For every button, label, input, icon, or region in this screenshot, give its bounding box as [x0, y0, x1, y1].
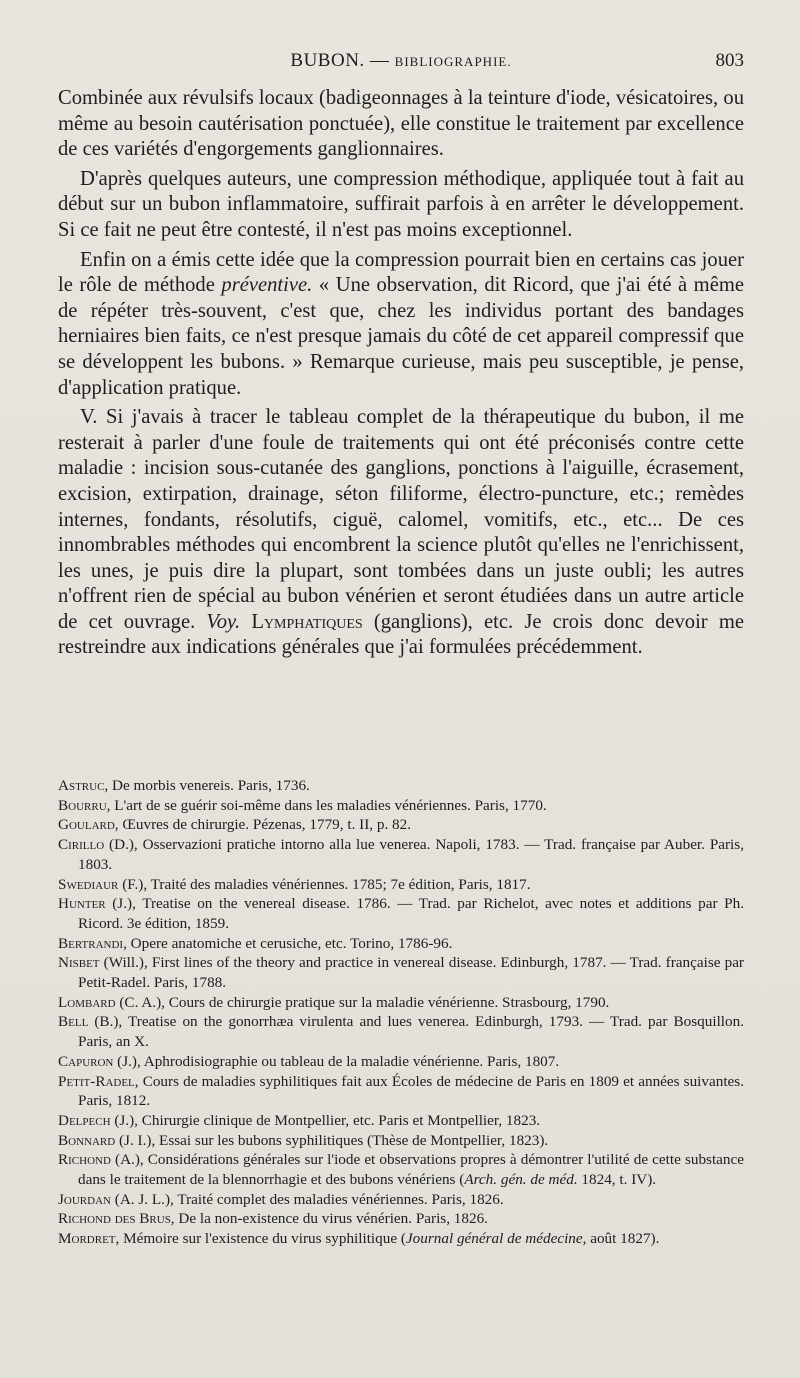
- paragraph: [58, 405, 744, 661]
- bibliography-text: (C. A.), Cours de chirurgie pratique sur la maladie vénérienne. Strasbourg, 1790.: [115, 993, 610, 1011]
- bibliography-author: Swediaur: [58, 875, 119, 893]
- emphasis: préventive.: [221, 274, 313, 297]
- bibliography-entry: [58, 1229, 744, 1249]
- bibliography-text: (A.), Considérations générales sur l'iode et observations propres à démontrer l'utilité de cette substance dans le traitement de la blennorrhagie et des bubons vénériens (: [78, 1151, 744, 1189]
- bibliography-text: (B.), Treatise on the gonorrhæa virulenta and lues venerea. Edinburgh, 1793. — Trad. par Bosquillon. Paris, an X.: [78, 1013, 744, 1051]
- bibliography-entry: [58, 1131, 744, 1151]
- paragraph: [58, 248, 744, 402]
- page-number: 803: [715, 50, 744, 71]
- paragraph-text: (ganglions), etc. Je crois donc devoir me restreindre aux indications générales que j'ai formulées précédemment.: [58, 610, 744, 659]
- running-title: [58, 50, 744, 72]
- paragraph-text: Enfin on a émis cette idée que la compression pourrait bien en certains cas jouer le rôle de méthode: [58, 248, 744, 297]
- bibliography: [58, 776, 744, 1249]
- header-dash: —: [369, 50, 390, 71]
- bibliography-entry: [58, 894, 744, 933]
- running-header: [58, 50, 744, 80]
- bibliography-author: Goulard,: [58, 816, 119, 834]
- bibliography-entry: [58, 1052, 744, 1072]
- cross-reference: Lymphatiques: [251, 610, 363, 633]
- header-subtitle: BIBLIOGRAPHIE.: [394, 54, 512, 69]
- bibliography-text: L'art de se guérir soi-même dans les maladies vénériennes. Paris, 1770.: [110, 796, 547, 814]
- bibliography-entry: [58, 993, 744, 1013]
- bibliography-entry: [58, 776, 744, 796]
- bibliography-entry: [58, 875, 744, 895]
- paragraph-text: V. Si j'avais à tracer le tableau complet de la thérapeutique du bubon, il me resterait à parler d'une foule de traitements qui ont été préconisés contre cette maladie : incision sous-cutanée des ganglions, ponctions à l'aiguille, écrasement, excision, extirpation, drainage, séton filiforme, électro-puncture, etc.; remèdes internes, fondants, résolutifs, ciguë, calomel, vomitifs, etc., etc... De ces innombrables méthodes qui encombrent la science plutôt qu'elles ne l'enrichissent, les unes, je puis dire la plupart, sont tombées dans un juste oubli; les autres n'offrent rien de spécial au bubon vénérien et seront étudiées dans un autre article de cet ouvrage.: [58, 406, 744, 633]
- bibliography-text: Opere anatomiche et cerusiche, etc. Torino, 1786-96.: [126, 934, 453, 952]
- bibliography-journal: Arch. gén. de méd.: [464, 1171, 578, 1189]
- bibliography-text: août 1827).: [586, 1230, 660, 1248]
- bibliography-journal: Journal général de médecine,: [405, 1230, 587, 1248]
- bibliography-text: (D.), Osservazioni pratiche intorno alla lue venerea. Napoli, 1783. — Trad. française par Auber. Paris, 1803.: [78, 836, 744, 873]
- bibliography-author: Delpech: [58, 1111, 111, 1129]
- bibliography-author: Petit-Radel,: [58, 1072, 139, 1090]
- bibliography-author: Cirillo: [58, 836, 105, 854]
- bibliography-text: Œuvres de chirurgie. Pézenas, 1779, t. II, p. 82.: [118, 816, 412, 834]
- paragraph: D'après quelques auteurs, une compression méthodique, appliquée tout à fait au début sur un bubon inflammatoire, suffirait parfois à en arrêter le développement. Si ce fait ne peut être contesté, il n'est pas moins exceptionnel.: [58, 167, 744, 241]
- bibliography-author: Bertrandi,: [58, 934, 127, 952]
- body-text: [58, 86, 744, 665]
- bibliography-author: Richond des Brus,: [58, 1210, 175, 1228]
- bibliography-entry: [58, 934, 744, 954]
- bibliography-entry: [58, 1190, 744, 1210]
- bibliography-text: De morbis venereis. Paris, 1736.: [108, 777, 310, 794]
- bibliography-text: (Will.), First lines of the theory and practice in venereal disease. Edinburgh, 1787. — Trad. française par Petit-Radel. Paris, 1788.: [78, 954, 744, 992]
- bibliography-author: Richond: [58, 1151, 111, 1169]
- bibliography-entry: [58, 815, 744, 835]
- bibliography-entry: [58, 1072, 744, 1111]
- bibliography-author: Jourdan: [58, 1190, 111, 1208]
- bibliography-author: Mordret,: [58, 1230, 120, 1248]
- bibliography-entry: [58, 953, 744, 992]
- bibliography-entry: [58, 835, 744, 874]
- bibliography-text: Cours de maladies syphilitiques fait aux Écoles de médecine de Paris en 1809 et années suivantes. Paris, 1812.: [78, 1072, 744, 1110]
- paragraph: Combinée aux révulsifs locaux (badigeonnages à la teinture d'iode, vésicatoires, ou même au besoin cautérisation ponctuée), elle constitue le traitement par excellence de ces variétés d'engorgements ganglionnaires.: [58, 87, 744, 161]
- bibliography-author: Bell: [58, 1013, 89, 1031]
- bibliography-author: Bourru,: [58, 796, 111, 814]
- bibliography-text: 1824, t. IV).: [577, 1171, 657, 1189]
- bibliography-text: (J.), Chirurgie clinique de Montpellier, etc. Paris et Montpellier, 1823.: [110, 1111, 541, 1129]
- bibliography-text: De la non-existence du virus vénérien. Paris, 1826.: [174, 1210, 488, 1228]
- header-title: BUBON.: [290, 50, 365, 71]
- bibliography-author: Nisbet: [58, 954, 100, 972]
- bibliography-author: Hunter: [58, 895, 106, 913]
- bibliography-author: Astruc,: [58, 777, 109, 794]
- bibliography-text: Mémoire sur l'existence du virus syphilitique (: [119, 1230, 406, 1248]
- bibliography-author: Lombard: [58, 993, 116, 1011]
- bibliography-entry: [58, 1012, 744, 1051]
- bibliography-text: (A. J. L.), Traité complet des maladies vénériennes. Paris, 1826.: [110, 1190, 504, 1208]
- paragraph-text: « Une observation, dit Ricord, que j'ai été à même de répéter très-souvent, c'est que, chez les individus portant des bandages herniaires bien faits, ce n'est presque jamais du côté de cet appareil compressif que se développent les bubons. » Remarque curieuse, mais peu susceptible, je pense, d'application pratique.: [58, 274, 744, 399]
- bibliography-text: (F.), Traité des maladies vénériennes. 1785; 7e édition, Paris, 1817.: [118, 875, 531, 893]
- bibliography-author: Bonnard: [58, 1131, 116, 1149]
- bibliography-entry: [58, 1209, 744, 1229]
- emphasis: Voy.: [206, 610, 241, 633]
- bibliography-author: Capuron: [58, 1052, 114, 1070]
- bibliography-text: (J.), Treatise on the venereal disease. 1786. — Trad. par Richelot, avec notes et additions par Ph. Ricord. 3e édition, 1859.: [78, 895, 744, 932]
- bibliography-text: (J.), Aphrodisiographie ou tableau de la maladie vénérienne. Paris, 1807.: [113, 1052, 560, 1070]
- bibliography-entry: [58, 1150, 744, 1189]
- bibliography-entry: [58, 796, 744, 816]
- bibliography-text: (J. I.), Essai sur les bubons syphilitiques (Thèse de Montpellier, 1823).: [115, 1131, 549, 1149]
- bibliography-entry: [58, 1111, 744, 1131]
